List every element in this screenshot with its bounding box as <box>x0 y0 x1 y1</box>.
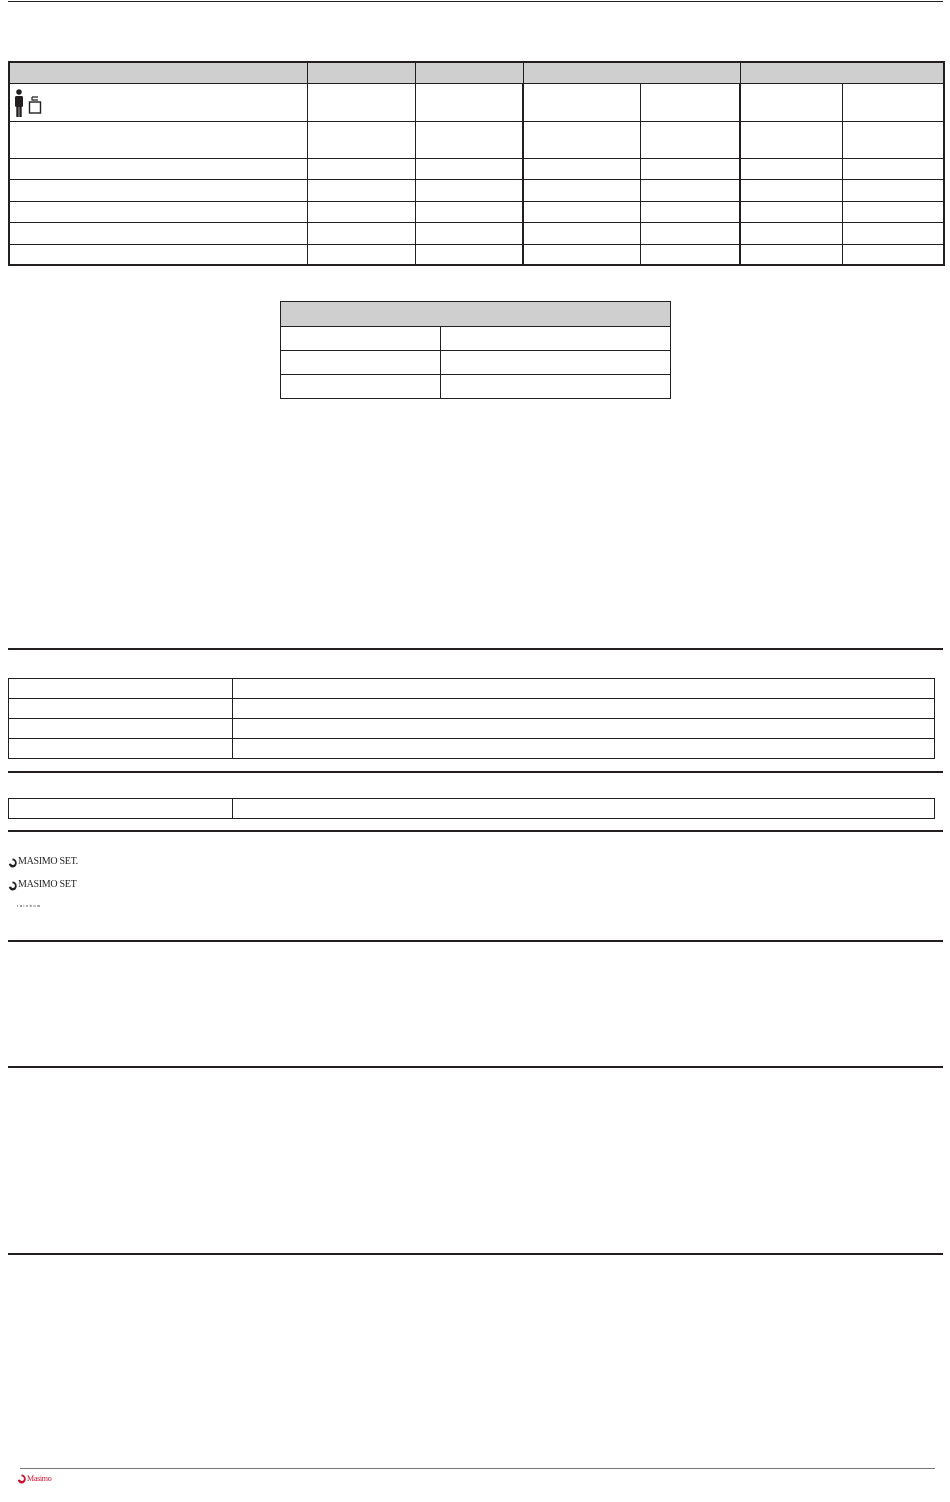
table-cell <box>9 799 233 819</box>
patient-weight-cell <box>9 84 307 122</box>
table-cell <box>307 84 415 122</box>
table-cell <box>233 679 935 699</box>
table-cell <box>307 122 415 159</box>
table-cell <box>842 159 944 180</box>
table-cell <box>233 699 935 719</box>
footer-rule <box>20 1468 935 1469</box>
rainbow-tag: rainbow <box>17 903 42 908</box>
table-cell <box>523 245 640 265</box>
table-cell <box>842 122 944 159</box>
table-cell <box>415 245 523 265</box>
table-cell <box>415 202 523 223</box>
table-cell <box>842 202 944 223</box>
section-rule <box>8 940 943 942</box>
table-cell <box>307 202 415 223</box>
table-cell <box>523 84 640 122</box>
table-row <box>9 202 944 223</box>
table-cell <box>415 223 523 245</box>
table-cell <box>842 223 944 245</box>
table-row <box>9 245 944 265</box>
table-cell <box>640 159 740 180</box>
table-header-row <box>281 302 671 327</box>
accuracy-table <box>280 301 671 399</box>
masimo-swirl-icon <box>8 858 17 868</box>
table-row <box>9 799 935 819</box>
header-cell <box>9 62 307 84</box>
table-header-row <box>9 62 944 84</box>
table-cell <box>523 122 640 159</box>
table-cell <box>281 351 441 375</box>
table-cell <box>307 245 415 265</box>
table-cell <box>415 122 523 159</box>
table-cell <box>740 159 842 180</box>
masimo-set-logo: MASIMO SET. <box>18 856 78 867</box>
table-cell <box>9 223 307 245</box>
masimo-brand-swirl-icon <box>17 1474 26 1484</box>
table-row <box>9 719 935 739</box>
table-cell <box>523 202 640 223</box>
table-cell <box>740 223 842 245</box>
table-cell <box>9 719 233 739</box>
section-rule <box>8 648 943 650</box>
table-cell <box>523 159 640 180</box>
table-cell <box>740 122 842 159</box>
table-row <box>9 699 935 719</box>
section-rule <box>8 1253 943 1255</box>
table-cell <box>9 679 233 699</box>
table-cell <box>233 799 935 819</box>
table-cell <box>307 223 415 245</box>
table-cell <box>9 180 307 202</box>
compatibility-table <box>8 678 935 759</box>
table-cell <box>523 223 640 245</box>
table-row <box>9 180 944 202</box>
table-cell <box>740 180 842 202</box>
table-row <box>281 351 671 375</box>
masimo-swirl-icon <box>8 881 17 891</box>
table-cell <box>415 84 523 122</box>
table-cell <box>307 159 415 180</box>
table-row <box>9 159 944 180</box>
table-cell <box>640 180 740 202</box>
table-cell <box>415 159 523 180</box>
table-row <box>9 223 944 245</box>
table-cell <box>640 223 740 245</box>
table-cell <box>842 84 944 122</box>
table-cell <box>9 245 307 265</box>
top-rule <box>8 1 943 2</box>
specifications-table <box>8 61 945 266</box>
table-row <box>281 375 671 399</box>
table-cell <box>281 375 441 399</box>
table-row <box>9 84 944 122</box>
table-cell <box>9 159 307 180</box>
masimo-set-rainbow-logo: MASIMO SET <box>18 879 77 890</box>
header-cell-group <box>523 62 740 84</box>
table-cell <box>740 245 842 265</box>
table-cell <box>441 351 671 375</box>
table-row <box>281 327 671 351</box>
table-cell <box>281 327 441 351</box>
section-rule <box>8 1066 943 1068</box>
weight-icon <box>28 96 42 114</box>
table-cell <box>842 180 944 202</box>
person-icon <box>14 89 24 117</box>
table-cell <box>441 327 671 351</box>
table-cell <box>233 739 935 759</box>
table-cell <box>307 180 415 202</box>
section-rule <box>8 771 943 773</box>
header-cell <box>415 62 523 84</box>
table-cell <box>740 202 842 223</box>
table-cell <box>842 245 944 265</box>
table-cell <box>441 375 671 399</box>
table-cell <box>9 699 233 719</box>
table-cell <box>233 719 935 739</box>
table-cell <box>9 739 233 759</box>
table-cell <box>9 202 307 223</box>
table-cell <box>9 122 307 159</box>
table-row <box>9 739 935 759</box>
table-cell <box>415 180 523 202</box>
header-cell <box>281 302 671 327</box>
table-cell <box>640 245 740 265</box>
table-cell <box>740 84 842 122</box>
compatibility-table-2 <box>8 798 935 819</box>
footer-brand-logo: Masimo <box>27 1474 52 1483</box>
table-cell <box>640 84 740 122</box>
header-cell-group <box>740 62 944 84</box>
header-cell <box>307 62 415 84</box>
table-cell <box>640 122 740 159</box>
table-cell <box>523 180 640 202</box>
section-rule <box>8 830 943 832</box>
table-cell <box>640 202 740 223</box>
table-row <box>9 679 935 699</box>
table-row <box>9 122 944 159</box>
